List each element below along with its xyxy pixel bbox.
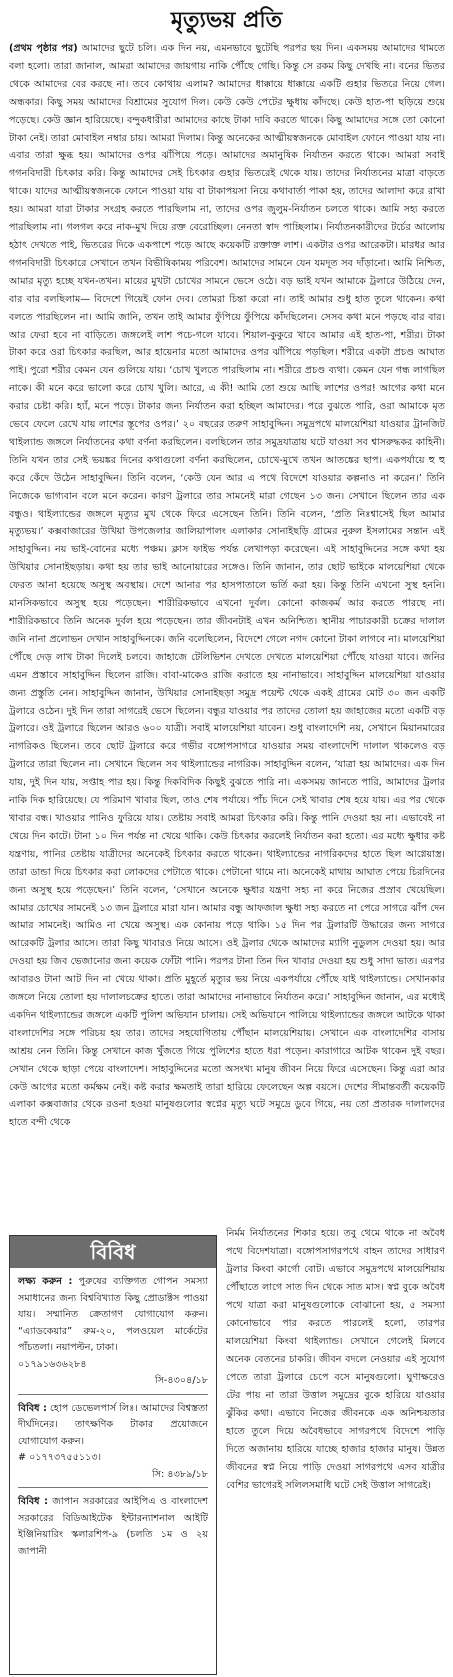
classified-ad	[10, 1395, 216, 1488]
ad-code: সি: ৪৩৮৯/১৮	[152, 1468, 208, 1480]
article-text: আমাদের ছুটে চলি। এক দিন নয়, এমনভাবে ছুটেছি পরপর ছয় দিন। একসময় আমাদের থামতে বলা হলো। তারা জানাল, আমরা আমাদের জায়গায় নাকি পৌঁছে গেছি। কিন্তু সে রকম কিছু দেখছি না। বনের ভিতর থেকে আমাদের বের করছে না। তবে কোথায় এলাম? আমাদের ধাক্কায়ে ধাক্কায়ে একটি গুহার ভিতরে নিয়ে গেল। অন্ধকার। কিছু সময় আমাদের বিশ্রামের সুযোগ দিল। কেউ কেউ পেটের ক্ষুধায় কাঁদছে। কেউ হাত-পা ছড়িয়ে শুয়ে পড়েছে। কেউ জ্ঞান হারিয়েছে। বন্দুকধারীরা আমাদের কাছে টাকা দাবি করতে থাকে। কিছু আমাদের সঙ্গে তো কোনো টাকা নেই। তারা মোবাইল নম্বার চায়। আমরা দিলাম। কিন্তু অনেকের আত্মীয়স্বজনকে মোবাইল ফোনে পাওয়া যায় না। এবার তারা ক্ষুব্ধ হয়। আমাদের ওপর ঝাঁপিয়ে পড়ে। আমাদের অমানুষিক নির্যাতন করতে থাকে। আমরা সবাই গগনবিদারী চিৎকার করি। কিন্তু আমাদের সেই চিৎকার গুহার ভিতরেই থেকে যায়। তাদের নির্যাতনের মাত্রা বাড়তে থাকে। যাদের আত্মীয়স্বজনকে ফোনে পাওয়া যায় বা টাকাপয়সা নিয়ে কথাবার্তা পাকা হয়, তাদের আলাদা করে রাখা হয়। আমরা যারা টাকার সংগ্রহ করতে পারছিলাম না, তাদের ওপর জুলুম-নির্যাতন চলতে থাকে। আমি সহ্য করতে পারছিলাম না। গলগল করে নাক-মুখ দিয়ে রক্ত বেরোচ্ছিল। নেনতা স্বাদ পাচ্ছিলাম। নির্যাতনকারীদের টর্চের আলোয় হঠাৎ দেখতে পাই, ভিতরের দিকে একপাশে পড়ে আছে কয়েকটি রক্তাক্ত লাশ। একটার ওপর আরেকটা। মারধর আর গগনবিদারী চিৎকারে সেখানে তখন বিভীষিকাময় পরিবেশ। আমাদের সামনে যেন যমদূত সব দাঁড়ানো। আমি নিশ্চিত, আমার মৃত্যু হচ্ছে যখন-তখন। মায়ের মুখটা চোখের সামনে ভেসে ওঠে। বড় ভাই যখন আমাকে ট্রলারে উঠিয়ে দেন, বার বার বলছিলাম— বিদেশে গিয়েই ফোন দেব। তোমরা চিন্তা করো না। তাই আমার শুধু হাত তুলে থাকেন। কথা বলতে পারছিলেন না। আমি জানি, তখন তাই আমার ফুঁপিয়ে ফুঁপিয়ে কাঁদছিলেন। সেসব কথা মনে পড়ছে বার বার। আর ফেরা হবে না বাড়িতে। জঙ্গলেই লাশ পচে-গলে যাবে। শিয়াল-কুকুরে খাবে আমার এই হাত-পা, শরীর। টাকা টাকা করে ওরা চিৎকার করছিল, আর হায়েনার মতো আমাদের ওপর ঝাঁপিয়ে পড়ছিল। শরীরে একটা প্রচণ্ড আঘাত পাই। পুরো শরীর কেমন যেন গুলিয়ে যায়। ‘চোখ খুলতে পারছিলাম না। শরীরে প্রচণ্ড ব্যথা। কেমন যেন গন্ধ লাগছিল নাকে। কী মনে করে ভালো করে চোখ খুলি। আরে, এ কী! আমি তো শুয়ে আছি লাশের ওপর! আগের কথা মনে করার চেষ্টা করি। হ্যাঁ, মনে পড়ে। টাকার জন্য নির্যাতন করা হচ্ছিল আমাদের। পরে বুঝতে পারি, ওরা আমাকে মৃত ভেবে ফেলে রেখে যায় লাশের স্তূপের ওপর।’ ২০ বছরের তরুণ সাহাবুদ্দিন। সমুদ্রপথে মালয়েশিয়া যাওয়ার ট্রানজিট থাইল্যান্ড জঙ্গলে নির্যাতনের কথা বর্ণনা করছিলেন। বলছিলেন তার সমুদ্রযাত্রায় ঘটে যাওয়া সব শ্বাসরুদ্ধকর কাহিনী। তিনি যখন তার সেই ভয়ঙ্কর দিনের কথাগুলো বর্ণনা করছিলেন, চোখে-মুখে তখন আতঙ্কের ছাপ। একপর্যায়ে হু হু করে কেঁদে উঠেন সাহাবুদ্দিন। তিনি বলেন, ‘কেউ যেন আর এ পথে বিদেশে যাওয়ার কল্পনাও না করেন।’ তিনি নিজেকে ভাগ্যবান বলে মনে করেন। কারণ ট্রলারে তার সামনেই মারা গেছেন ১৩ জন। সেখানে ছিলেন তার এক বন্ধুও। থাইল্যান্ডের জঙ্গলে মৃত্যুর মুখ থেকে ফিরে এসেছেন তিনি। তিনি বলেন, ‘প্রতি নিঃশ্বাসেই ছিল আমার মৃত্যুভয়।’ কক্সবাজারের উখিয়া উপজেলার জালিয়াপালং এলাকার সোনাইছড়ি গ্রামের নুরুল ইসলামের সন্তান এই সাহাবুদ্দিন। নয় ভাই-বোনের মধ্যে পঞ্চম। ক্লাস ফাইভ পর্যন্ত লেখাপড়া করেছেন। এই সাহাবুদ্দিনের সঙ্গে কথা হয় উখিয়ার সোনাইছড়ায়। কথা হয় তার ভাই আনোয়ারের সঙ্গেও। তিনি জানান, তার ছোট ভাইকে মালয়েশিয়া থেকে ফেরত আনা হয়েছে অসুস্থ অবস্থায়। দেশে আনার পর হাসপাতালে ভর্তি করা হয়। কিন্তু তিনি এখনো সুস্থ হননি। মানসিকভাবে অসুস্থ হয়ে পড়েছেন। শারীরিকভাবে এখনো দুর্বল। কোনো কাজকর্ম আর করতে পারছে না। শারীরিকভাবে তিনি অনেক দুর্বল হয়ে পড়েছেন। তার জীবনটাই এখন অনিশ্চিত। স্থানীয় পাচারকারী চক্রের দালাল জনি নানা প্রলোভন দেখান সাহাবুদ্দিনকে। জনি বলেছিলেন, বিদেশে গেলে নগদ কোনো টাকা লাগবে না। মালয়েশিয়া পৌঁছে দেড় লাখ টাকা দিলেই চলবে। জাহাজে টেলিভিশন দেখতে দেখতে মালয়েশিয়া পৌঁছে যাওয়া যাবে। জনির এমন প্রস্তাবে সাহাবুদ্দিন ছিলেন রাজি। বাবা-মাকেও রাজি করাতে হয় নানাভাবে। সাহাবুদ্দিন মালয়েশিয়া যাওয়ার জন্য প্রস্তুতি নেন। সাহাবুদ্দিন জানান, উখিয়ার সোনাইছড়া সমুদ্র পয়েন্ট থেকে একই গ্রামের মোট ৩০ জন একটি ট্রলারে ওঠেন। দুই দিন তারা সাগরেই ভেসে ছিলেন। বন্ধুর যাওয়ার পর তাদের তোলা হয় জাহাজের মতো একটি বড় ট্রলারে। ওই ট্রলারে ছিলেন আরও ৬০০ যাত্রী। সবাই মালয়েশিয়া যাবেন। শুধু বাংলাদেশি নয়, সেখানে মিয়ানমারের নাগরিকও ছিলেন। তবে ছোট ট্রলারে করে গভীর বঙ্গোপসাগরে যাওয়ার সময় বাংলাদেশি দালাল থাকলেও বড় ট্রলারে তারা ছিলেন না। সেখানে ছিলেন সব থাইল্যান্ডের নাগরিক। সাহাবুদ্দিন বলেন, ‘যাত্রা হয় আমাদের। এক দিন যায়, দুই দিন যায়, সপ্তাহ পার হয়। কিন্তু দিকবিদিক কিছুই বুঝতে পারি না। একসময় জানতে পারি, আমাদের ট্রলার নাকি দিক হারিয়েছে। যে পরিমাণ খাবার ছিল, তাও শেষ পর্যায়ে। পাঁচ দিনে সেই খাবার শেষ হয়ে যায়। এর পর থেকে খাবার বন্ধ। খাওয়ার পানিও ফুরিয়ে যায়। তেষ্টায় সবাই আমরা চিৎকার করি। কিন্তু পানি দেওয়া হয় না। এভাবেই না খেয়ে দিন কাটে। টানা ১০ দিন পর্যন্ত না খেয়ে থাকি। কেউ চিৎকার করলেই নির্যাতন করা হতো। এর মধ্যে ক্ষুধার কষ্ট যন্ত্রণায়, পানির তেষ্টায় যাত্রীদের অনেকেই চিৎকার করতে থাকেন। থাইল্যান্ডের নাগরিকদের হাতে ছিল আগ্নেয়াস্ত্র। তারা ডান্ডা দিয়ে চিৎকার করা লোকদের পেটাতে থাকে। পেটানো থামে না। অনেকেই মাথায় আঘাত পেয়ে চিরদিনের জন্য অসুস্থ হয়ে পড়েছেন।’ তিনি বলেন, ‘সেখানে অনেকে ক্ষুধার যন্ত্রণা সহ্য না করে নিজের প্রস্রাব খেয়েছিল। আমার চোখের সামনেই ১৩ জন ট্রলারে মারা যান। আমার বন্ধু আফজাল ক্ষুধা সহ্য করতে না পেরে সাগরে ঝাঁপ দেন আমার সামনেই। আমিও না খেয়ে অসুস্থ। এক কোনায় পড়ে থাকি। ১৫ দিন পর ট্রলারটি উদ্ধারের জন্য সাগরে আরেকটি ট্রলার আসে। তারা কিছু খাবারও নিয়ে আসে। ওই ট্রলার থেকে আমাদের ম্যাগি নুডুলস দেওয়া হয়। আর দেওয়া হয় জিব ভেজানোর জন্য কয়েক ফোঁটা পানি। পরপর টানা তিন দিন খাবার দেওয়া হয় শুধু সাদা ভাত। এরপর আবারও টানা আট দিন না খেয়ে থাকা। প্রতি মুহূর্তে মৃত্যুর ভয় নিয়ে একপর্যায়ে পৌঁছে যাই থাইল্যান্ডে। সেখানকার জঙ্গলে নিয়ে তোলা হয় দালালচক্রের হাতে। তারা আমাদের নানাভাবে নির্যাতন করে।’ সাহাবুদ্দিন জানান, এর মধ্যেই একদিন থাইল্যান্ডের জঙ্গলে একটি পুলিশ অভিযান চালায়। সেই অভিযানে পালিয়ে থাইল্যান্ডের জঙ্গলে আটকে থাকা বাংলাদেশির সঙ্গে পরিচয় হয় তার। তাদের সহযোগিতায় পৌঁছান মালয়েশিয়ায়। সেখানে এক বাংলাদেশির বাসায় আশ্রয় নেন তিনি। কিন্তু সেখানে কাজ খুঁজতে গিয়ে পুলিশের হাতে ধরা পড়েন। কারাগারে আটক থাকেন দুই বছর। সেখান থেকে ছাড়া পেয়ে বাংলাদেশ। সাহাবুদ্দিনের মতো অসংখ্য মানুষ জীবন নিয়ে ফিরে এসেছেন। কিন্তু এরা আর কেউ আগের মতো কর্মক্ষম নেই। কষ্ট করার ক্ষমতাই তারা হারিয়ে ফেলেছেন অল্প বয়সে। দেশের সীমান্তবর্তী কয়েকটি এলাকা কক্সবাজার থেকে রওনা হওয়া মানুষগুলোর স্বপ্নের মৃত্যু ঘটে সমুদ্রে ডুবে গিয়ে, নয় তো প্রতারক দালালদের হাতে বন্দী থেকে	[9, 43, 445, 1129]
ad-body: হোপ ডেভেলপার্স লিঃ। আমাদের বিশ্বস্ততা দীর্ঘদিনের। তাৎক্ষণিক টাকার প্রয়োজনে যোগাযোগ করুন।	[18, 1402, 208, 1447]
article-body	[9, 40, 445, 1225]
ad-contact: # ০১৭৭৩৭৫৫১১৩।	[18, 1452, 102, 1463]
ad-title: লক্ষ্য করুন :	[18, 1276, 73, 1287]
ad-code: সি-৪৩০৪/১৮	[154, 1375, 208, 1386]
classifieds-header: বিবিধ	[10, 1236, 216, 1268]
headline: মৃত্যুভয় প্রতি	[170, 7, 283, 33]
ad-body: জাপান সরকারের আইপিএ ও বাংলাদেশ সরকারের বিডিআইটেক ইন্টারন্যাশনাল আইটি ইঞ্জিনিয়ারিং স্কলারশিপ-৯ (চলতি ১ম ও ২য় জাপানী	[18, 1496, 208, 1557]
classifieds-box	[9, 1235, 217, 1675]
article-continuation-column	[226, 1225, 445, 1675]
classifieds-column	[9, 1235, 217, 1675]
article-paragraph	[9, 40, 445, 1132]
ad-title: বিবিধ :	[18, 1402, 47, 1414]
classified-ad	[10, 1268, 216, 1394]
article-lead: (প্রথম পৃষ্ঠার পর)	[9, 43, 78, 54]
ad-body: পুরুষের ব্যক্তিগত গোপন সমস্যা সমাধানের জন্য বিশ্ববিখ্যাত কিছু প্রোডাক্টস পাওয়া যায়। সম্মানিত ক্রেতাগণ যোগাযোগ করুন। “এ্যাডকেয়ার” রুম-২০, পলওয়েল মার্কেটের পাঁচতলা। নয়াপল্টন, ঢাকা।	[18, 1276, 208, 1353]
ad-contact: ০১৭৯১৬৩৬২৮৪	[18, 1358, 87, 1370]
ad-title: বিবিধ :	[18, 1496, 48, 1507]
article-continuation: নির্মম নির্যাতনের শিকার হয়ে। তবু থেমে থাকে না অবৈধ পথে বিদেশযাত্রা। বঙ্গোপসাগরপথে বাহন তাদের সাধারণ ট্রলার কিংবা কার্গো বোট। এভাবে সমুদ্রপথে মালয়েশিয়ায় পৌঁছাতে লাগে সাত দিন থেকে সাত মাস। স্বপ্ন বুকে অবৈধ পথে যাত্রা করা মানুষগুলোকে বোঝানো হয়, ৫ সমস্যা কোনোভাবে পার করতে পারলেই হলো, তারপর মালয়েশিয়া কিংবা থাইল্যান্ড। সেখানে গেলেই মিলবে অনেক বেতনের চাকরি। জীবন বদলে নেওয়ার এই সুযোগ পেতে তারা ট্রলারে চেপে বসে মানুষগুলো। ঘুণাক্ষরেও টের পায় না তারা উত্তাল সমুদ্রের বুকে হারিয়ে যাওয়ার ঝুঁকির কথা। এভাবে নিজের জীবনকে এক অনিশ্চয়তার হাতে তুলে দিয়ে অবৈধভাবে সাগরপথে বিদেশে পাড়ি দিতে অজানায় হারিয়ে যাচ্ছে হাজার হাজার মানুষ। উন্নত জীবনের স্বপ্ন নিয়ে পাড়ি দেওয়া সাগরপথে এসব যাত্রীর বেশির ভাগেরই সলিলসমাধি ঘটে সেই উত্তাল সাগরেই।	[226, 1228, 445, 1491]
classified-ad	[10, 1488, 216, 1564]
